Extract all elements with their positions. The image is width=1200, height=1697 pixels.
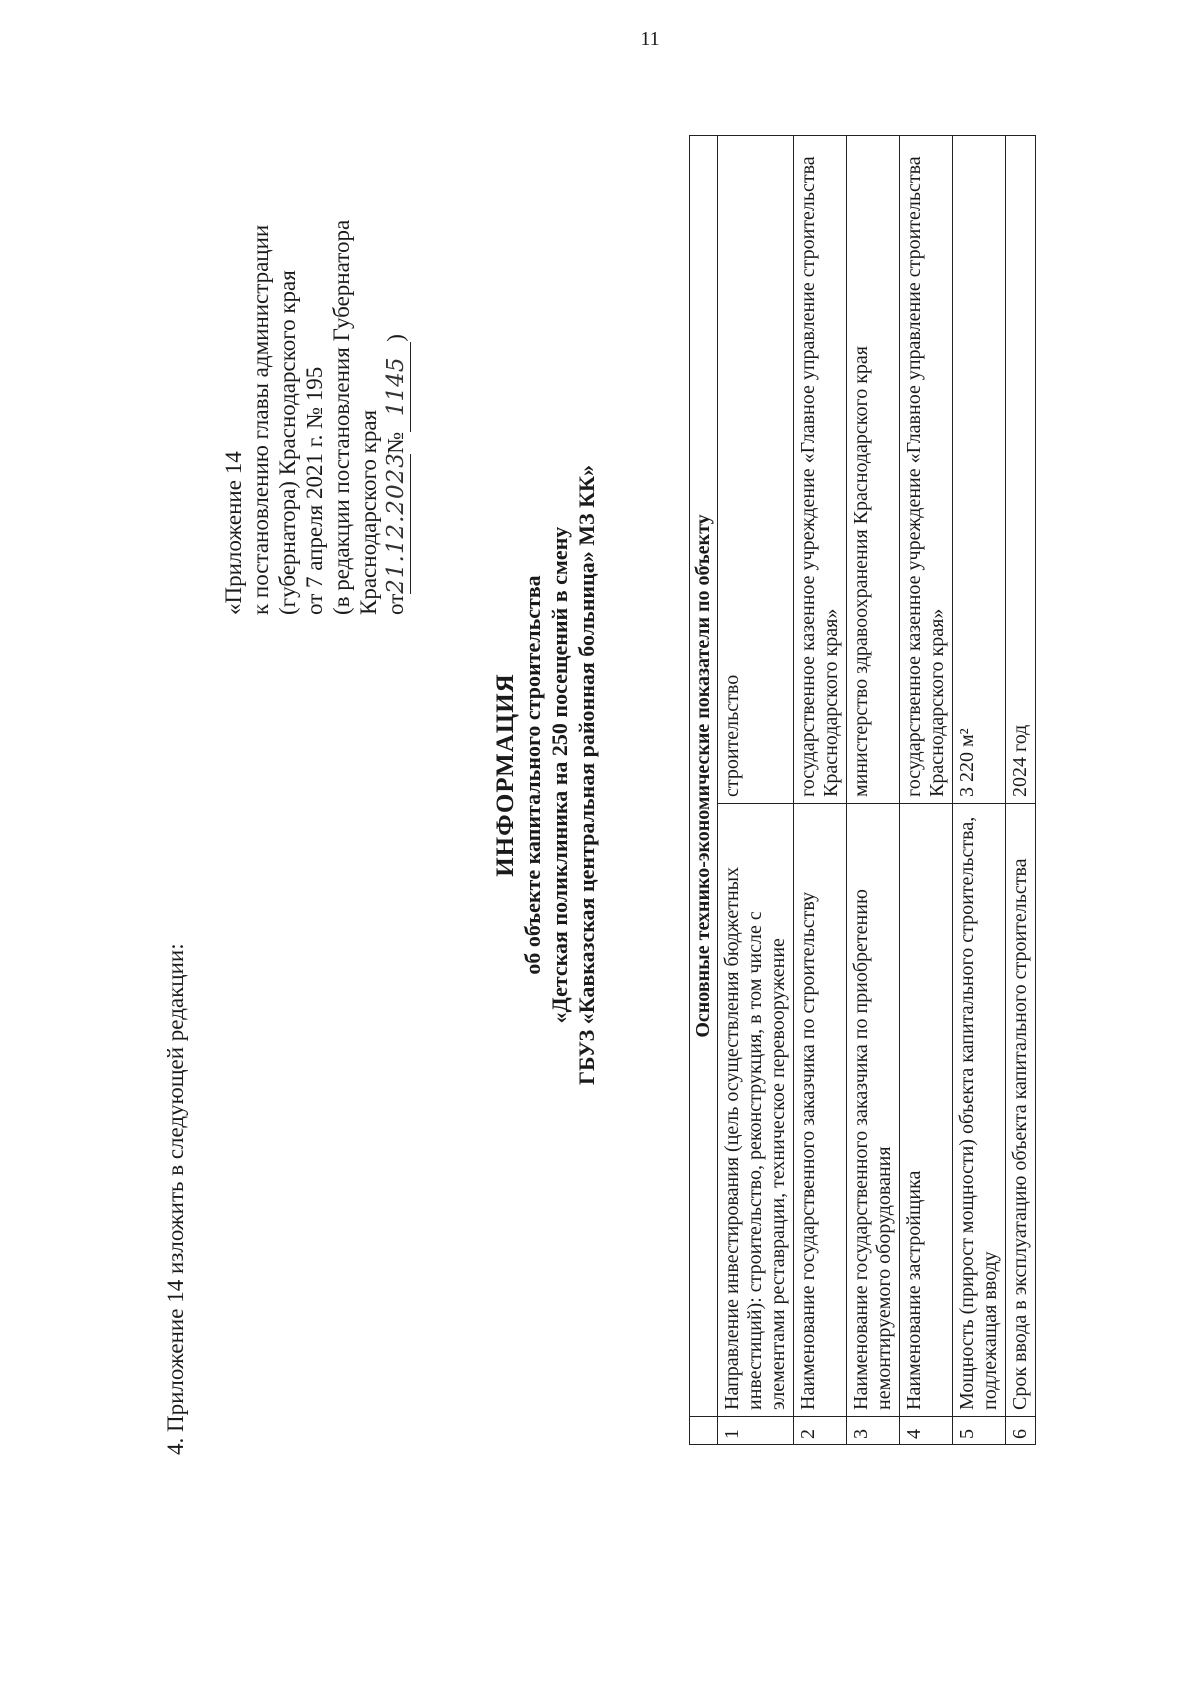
page-number: 11 xyxy=(640,28,660,50)
row-name: Наименование застройщика xyxy=(900,804,953,1417)
appendix-signature-line xyxy=(382,220,409,615)
handwritten-date: 21.12.2023 xyxy=(383,452,409,594)
appendix-line: (в редакции постановления Губернатора xyxy=(329,219,354,615)
row-name: Наименование государственного заказчика по приобретению немонтируемого оборудования xyxy=(847,804,900,1417)
row-value: государственное казенное учреждение «Главное управление строительства Краснодарского края» xyxy=(794,136,847,804)
table-row xyxy=(900,136,953,1445)
object-name-line: «Детская поликлиника на 250 посещений в смену xyxy=(547,526,572,1024)
table-caption: Основные технико-экономические показатели по объекту xyxy=(690,136,718,1417)
row-name: Направление инвестирования (цель осуществления бюджетных инвестиций): строительство, реконструкция, в том числе с элементами реставрации, техническое перевооружение xyxy=(718,804,794,1417)
appendix-block xyxy=(220,220,409,615)
table-row xyxy=(953,136,1006,1445)
appendix-line: «Приложение 14 xyxy=(221,451,246,615)
table-row xyxy=(794,136,847,1445)
row-name: Мощность (прирост мощности) объекта капитального строительства, подлежащая вводу xyxy=(953,804,1006,1417)
object-name-line: ГБУЗ «Кавказская центральная районная больница» МЗ КК» xyxy=(574,464,599,1086)
closing-paren: ) xyxy=(383,334,408,342)
from-label: от xyxy=(383,593,408,615)
row-name: Наименование государственного заказчика по строительству xyxy=(794,804,847,1417)
row-value: 2024 год xyxy=(1006,136,1036,804)
table-row xyxy=(1006,136,1036,1445)
table-cell xyxy=(690,1417,718,1445)
indicators-table xyxy=(689,135,1036,1445)
row-number: 6 xyxy=(1006,1417,1036,1445)
number-label: № xyxy=(383,431,408,454)
row-value: строительство xyxy=(718,136,794,804)
document-subtitle: об объекте капитального строительства xyxy=(520,575,545,975)
row-number: 3 xyxy=(847,1417,900,1445)
row-value: министерство здравоохранения Краснодарского края xyxy=(847,136,900,804)
document-title: ИНФОРМАЦИЯ xyxy=(492,673,519,877)
table-caption-row xyxy=(690,136,718,1445)
table-row xyxy=(718,136,794,1445)
row-name: Срок ввода в эксплуатацию объекта капитального строительства xyxy=(1006,804,1036,1417)
table-row xyxy=(847,136,900,1445)
row-value: 3 220 м² xyxy=(953,136,1006,804)
handwritten-number: 1145 xyxy=(383,342,411,432)
row-number: 1 xyxy=(718,1417,794,1445)
appendix-line: Краснодарского края xyxy=(356,409,381,615)
appendix-line: от 7 апреля 2021 г. № 195 xyxy=(302,366,327,615)
row-value: государственное казенное учреждение «Главное управление строительства Краснодарского края» xyxy=(900,136,953,804)
rotated-page-content xyxy=(0,5,1180,1685)
row-number: 5 xyxy=(953,1417,1006,1445)
row-number: 4 xyxy=(900,1417,953,1445)
appendix-line: к постановлению главы администрации xyxy=(248,224,273,615)
appendix-line: (губернатора) Краснодарского края xyxy=(275,270,300,615)
row-number: 2 xyxy=(794,1417,847,1445)
document-heading xyxy=(492,345,600,1205)
intro-text: 4. Приложение 14 изложить в следующей редакции: xyxy=(163,943,188,1455)
